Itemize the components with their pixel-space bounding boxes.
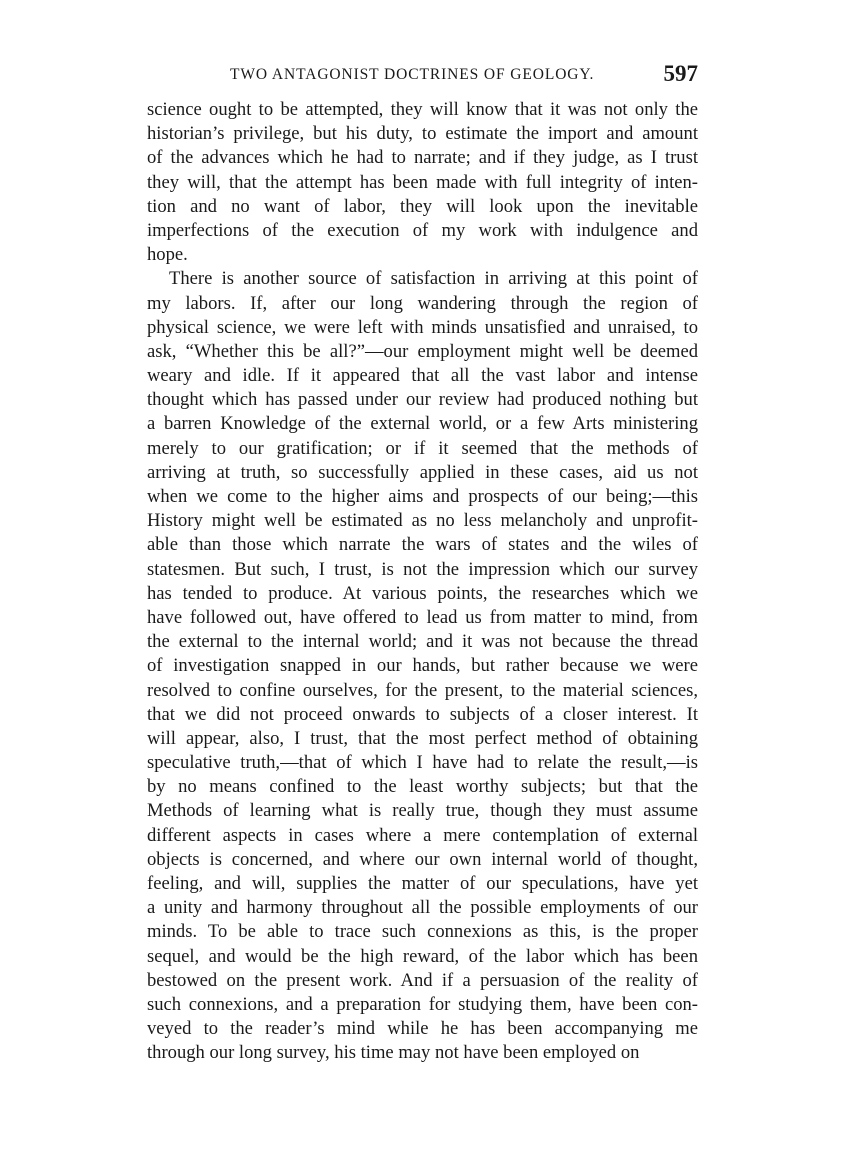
text-line: have followed out, have offered to lead us from matter to mind, from	[147, 606, 698, 628]
text-line: ask, “Whether this be all?”—our employment might well be deemed	[147, 340, 698, 362]
text-line: merely to our gratification; or if it seemed that the methods of	[147, 437, 698, 459]
text-line: imperfections of the execution of my work with indulgence and	[147, 219, 698, 241]
text-line: statesmen. But such, I trust, is not the impression which our survey	[147, 558, 698, 580]
text-line: my labors. If, after our long wandering through the region of	[147, 292, 698, 314]
page-number: 597	[663, 61, 698, 86]
text-line: science ought to be attempted, they will know that it was not only the	[147, 99, 698, 120]
text-line: has tended to produce. At various points, the researches which we	[147, 582, 698, 604]
text-line: weary and idle. If it appeared that all the vast labor and intense	[147, 365, 698, 387]
text-line: objects is concerned, and where our own internal world of thought,	[147, 848, 698, 870]
running-title: TWO ANTAGONIST DOCTRINES OF GEOLOGY.	[230, 66, 595, 83]
text-line: will appear, also, I trust, that the most perfect method of obtaining	[147, 727, 698, 749]
text-line: physical science, we were left with minds unsatisfied and unraised, to	[147, 316, 698, 338]
text-line: when we come to the higher aims and prospects of our being;—this	[147, 486, 698, 507]
text-line: that we did not proceed onwards to subjects of a closer interest. It	[147, 703, 698, 725]
text-line: such connexions, and a preparation for studying them, have been con-	[147, 993, 698, 1015]
text-line: minds. To be able to trace such connexions as this, is the proper	[147, 921, 698, 943]
paragraph	[147, 267, 698, 1065]
text-line: sequel, and would be the high reward, of the labor which has been	[147, 945, 698, 967]
text-line: tion and no want of labor, they will look upon the inevitable	[147, 195, 698, 217]
text-line: historian’s privilege, but his duty, to estimate the import and amount	[147, 123, 698, 145]
text-line: arriving at truth, so successfully applied in these cases, aid us not	[147, 461, 698, 483]
text-line: There is another source of satisfaction in arriving at this point of	[169, 268, 698, 290]
body-text	[147, 98, 698, 1066]
book-page	[147, 58, 698, 1066]
text-line: a unity and harmony throughout all the possible employments of our	[147, 897, 698, 919]
text-line: hope.	[147, 244, 188, 266]
text-line: Methods of learning what is really true, though they must assume	[147, 800, 698, 822]
text-line: the external to the internal world; and it was not because the thread	[147, 631, 698, 653]
text-line: different aspects in cases where a mere contemplation of external	[147, 824, 698, 846]
text-line: feeling, and will, supplies the matter of our speculations, have yet	[147, 873, 698, 894]
text-line: through our long survey, his time may not have been employed on	[147, 1042, 640, 1064]
text-line: of the advances which he had to narrate; and if they judge, as I trust	[147, 147, 698, 169]
text-line: a barren Knowledge of the external world, or a few Arts ministering	[147, 413, 698, 435]
text-line: able than those which narrate the wars of states and the wiles of	[147, 534, 698, 556]
text-line: by no means confined to the least worthy subjects; but that the	[147, 776, 698, 798]
text-line: veyed to the reader’s mind while he has been accompanying me	[147, 1018, 698, 1040]
text-line: bestowed on the present work. And if a persuasion of the reality of	[147, 969, 698, 991]
text-line: they will, that the attempt has been made with full integrity of inten-	[147, 171, 698, 193]
text-line: History might well be estimated as no less melancholy and unprofit-	[147, 510, 698, 532]
paragraph	[147, 98, 698, 267]
running-head	[147, 58, 698, 90]
text-line: resolved to confine ourselves, for the present, to the material sciences,	[147, 679, 698, 701]
text-line: of investigation snapped in our hands, but rather because we were	[147, 655, 698, 677]
text-line: speculative truth,—that of which I have had to relate the result,—is	[147, 752, 698, 774]
text-line: thought which has passed under our review had produced nothing but	[147, 389, 698, 411]
